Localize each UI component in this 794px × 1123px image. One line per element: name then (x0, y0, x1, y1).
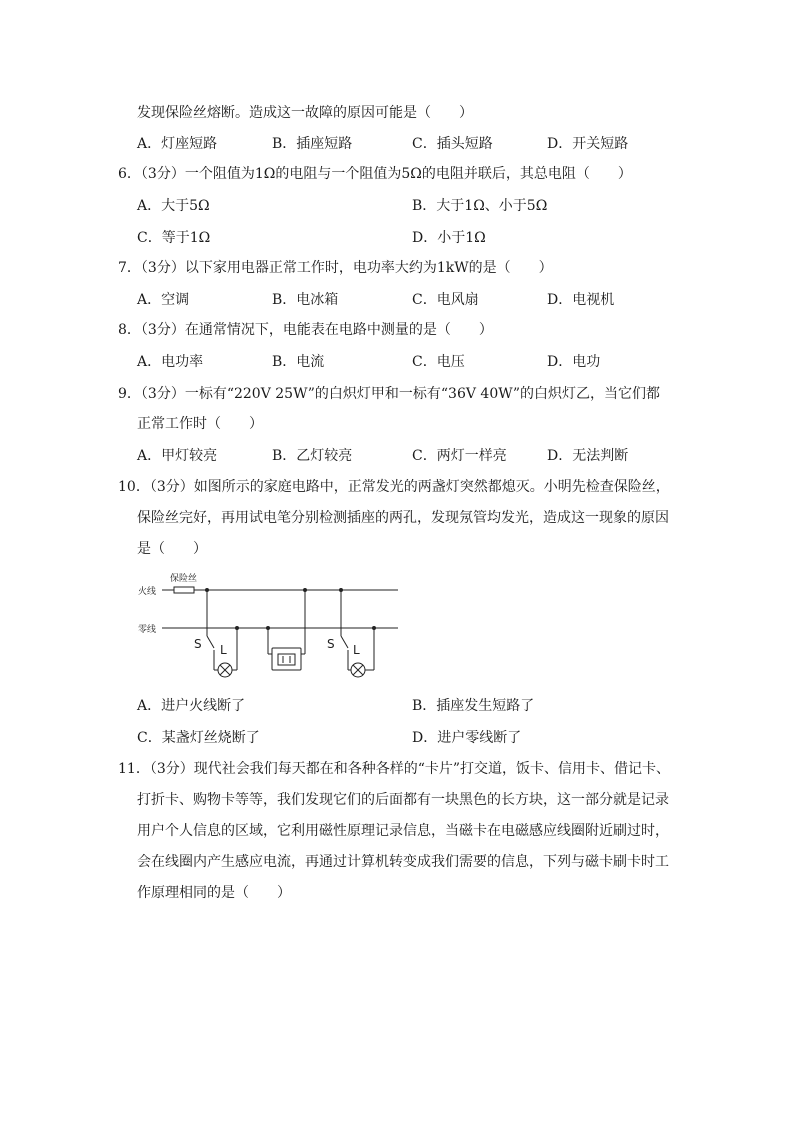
q10-stem-line3: 是（ ） (137, 541, 207, 557)
switch-label-2: S (327, 637, 335, 651)
q7-option-a[interactable]: A．空调 (137, 292, 190, 308)
q11-stem-line3: 用户个人信息的区域，它利用磁性原理记录信息，当磁卡在电磁感应线圈附近刷过时， (137, 823, 669, 839)
q6-option-b[interactable]: B．大于1Ω、小于5Ω (412, 198, 548, 214)
q10-stem-line1: 10．（3分）如图所示的家庭电路中，正常发光的两盏灯突然都熄灭。小明先检查保险丝， (118, 479, 670, 495)
q9-stem-line1: 9．（3分）一标有“220V 25W”的白炽灯甲和一标有“36V 40W”的白炽灯乙，当它们都 (118, 386, 661, 402)
q6-option-a[interactable]: A．大于5Ω (137, 198, 210, 214)
lamp-label-1: L (220, 643, 227, 657)
q11-stem-line4: 会在线圈内产生感应电流，再通过计算机转变成我们需要的信息，下列与磁卡刷卡时工 (137, 854, 669, 870)
q5-option-b[interactable]: B．插座短路 (272, 136, 353, 152)
q8-stem: 8．（3分）在通常情况下，电能表在电路中测量的是（ ） (118, 322, 493, 338)
q9-stem-line2: 正常工作时（ ） (137, 416, 263, 432)
lamp-icon (218, 663, 232, 677)
switch-label-1: S (194, 637, 202, 651)
q5-option-c[interactable]: C．插头短路 (412, 136, 493, 152)
q10-option-b[interactable]: B．插座发生短路了 (412, 698, 535, 714)
socket (268, 590, 305, 670)
junction-dots (205, 588, 376, 630)
q8-option-a[interactable]: A．电功率 (137, 354, 204, 370)
q10-option-a[interactable]: A．进户火线断了 (137, 698, 246, 714)
q5-option-a[interactable]: A．灯座短路 (137, 136, 218, 152)
lamp-branch-2 (341, 590, 374, 670)
q10-option-c[interactable]: C．某盏灯丝烧断了 (137, 730, 260, 746)
live-wire (162, 587, 398, 593)
q7-option-c[interactable]: C．电风扇 (412, 292, 479, 308)
lamp-icon (351, 663, 365, 677)
q7-option-b[interactable]: B．电冰箱 (272, 292, 339, 308)
q7-option-d[interactable]: D．电视机 (547, 292, 615, 308)
q5-option-d[interactable]: D．开关短路 (547, 136, 629, 152)
circuit-diagram (130, 568, 410, 686)
neutral-wire-label: 零线 (138, 625, 157, 635)
lamp-label-2: L (353, 643, 360, 657)
q8-option-b[interactable]: B．电流 (272, 354, 325, 370)
q9-option-a[interactable]: A．甲灯较亮 (137, 448, 218, 464)
q8-option-d[interactable]: D．电功 (547, 354, 601, 370)
q11-stem-line1: 11．（3分）现代社会我们每天都在和各种各样的“卡片”打交道，饭卡、信用卡、借记卡、 (118, 761, 671, 777)
q9-option-d[interactable]: D．无法判断 (547, 448, 629, 464)
q5-stem-cont: 发现保险丝熔断。造成这一故障的原因可能是（ ） (137, 105, 473, 121)
q8-option-c[interactable]: C．电压 (412, 354, 465, 370)
q6-stem: 6．（3分）一个阻值为1Ω的电阻与一个阻值为5Ω的电阻并联后，其总电阻（ ） (118, 166, 632, 182)
q10-stem-line2: 保险丝完好，再用试电笔分别检测插座的两孔，发现氖管均发光，造成这一现象的原因 (137, 510, 669, 526)
live-wire-label: 火线 (138, 587, 157, 597)
q11-stem-line2: 打折卡、购物卡等等，我们发现它们的后面都有一块黑色的长方块，这一部分就是记录 (137, 792, 669, 808)
q9-option-c[interactable]: C．两灯一样亮 (412, 448, 507, 464)
q6-option-d[interactable]: D．小于1Ω (412, 230, 486, 246)
q7-stem: 7．（3分）以下家用电器正常工作时，电功率大约为1kW的是（ ） (118, 260, 553, 276)
q11-stem-line5: 作原理相同的是（ ） (137, 885, 291, 901)
lamp-branch-1 (207, 590, 237, 670)
fuse (174, 587, 194, 593)
fuse-label: 保险丝 (170, 574, 198, 584)
q10-option-d[interactable]: D．进户零线断了 (412, 730, 522, 746)
q9-option-b[interactable]: B．乙灯较亮 (272, 448, 353, 464)
q6-option-c[interactable]: C．等于1Ω (137, 230, 211, 246)
